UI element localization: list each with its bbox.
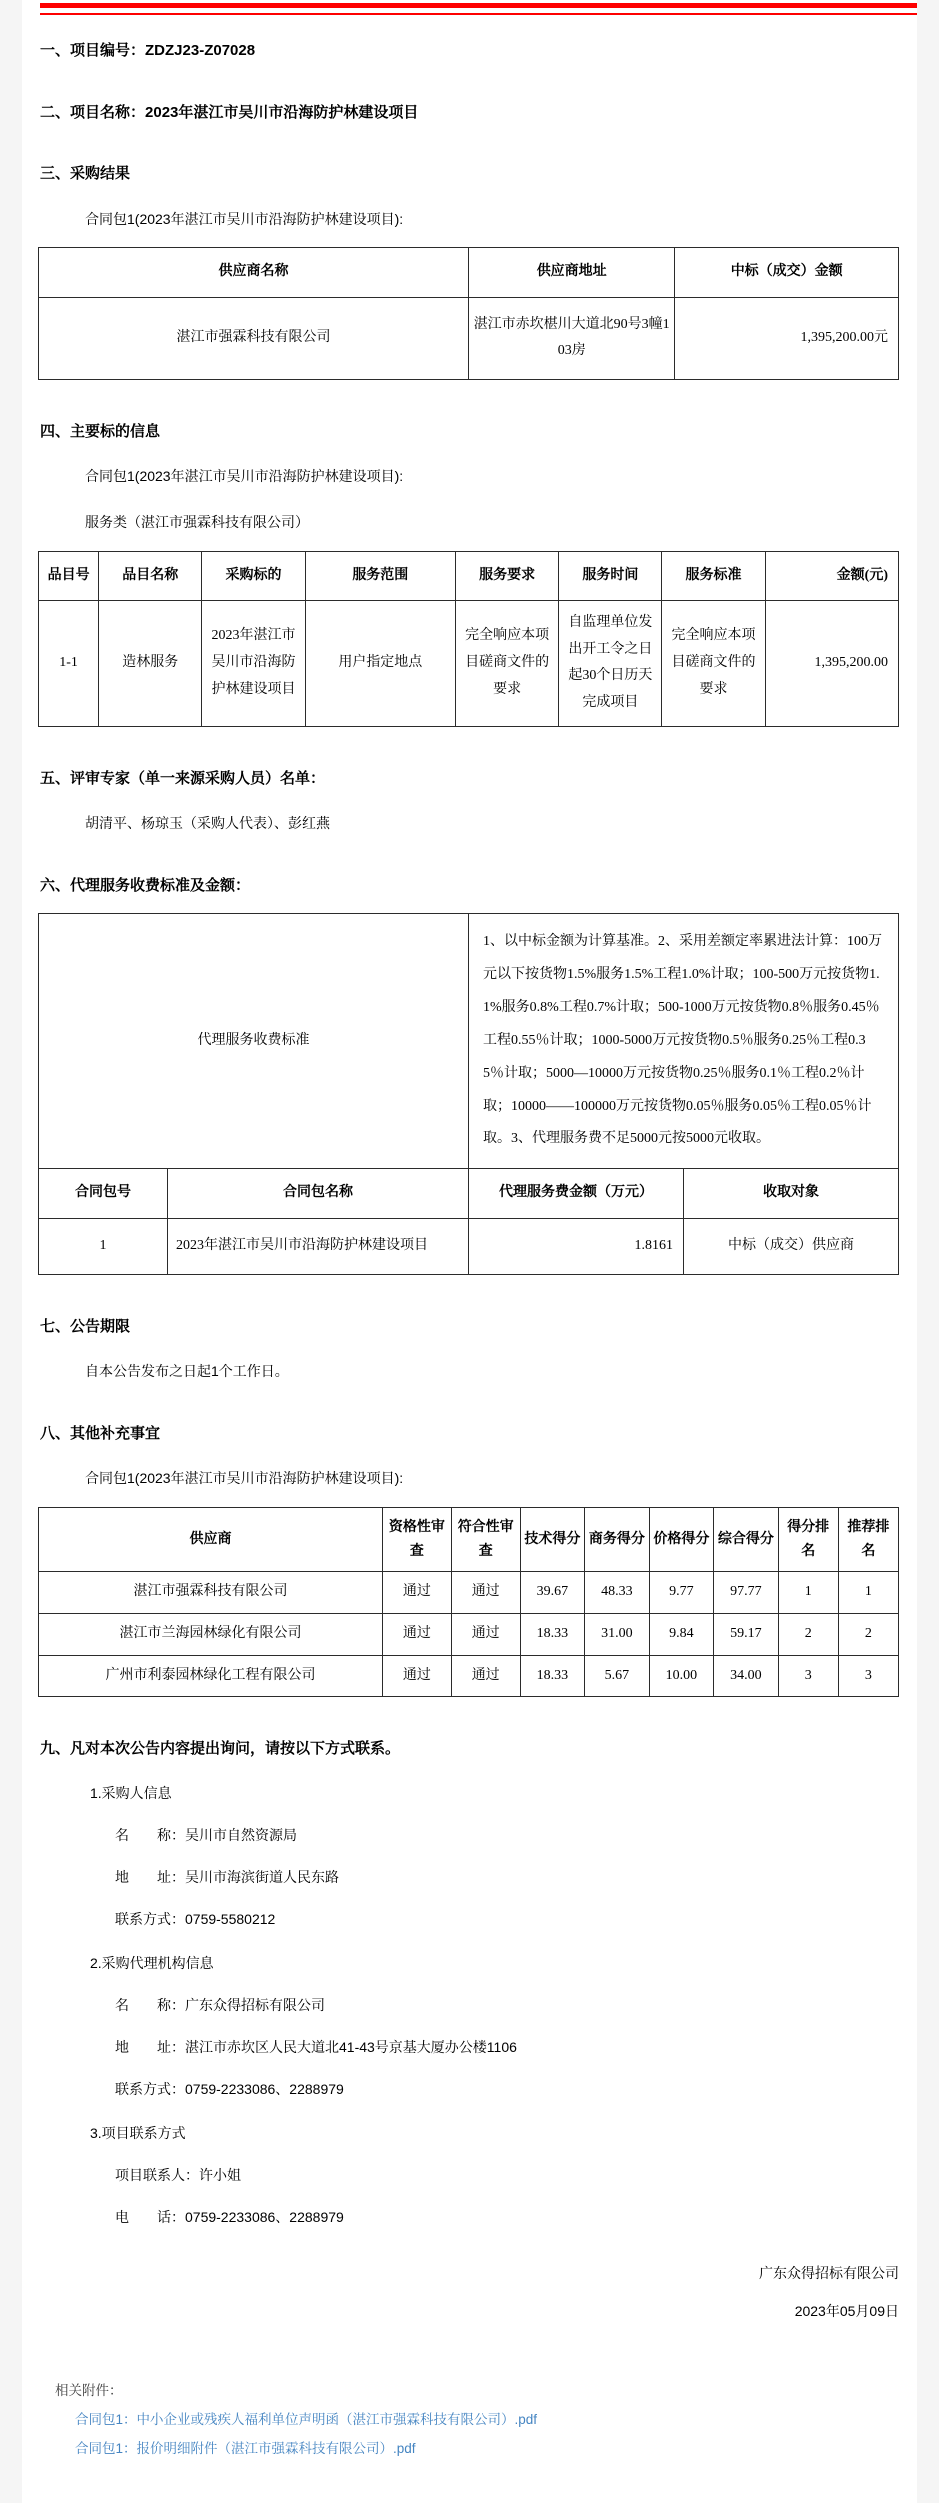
col-header-package-no: 合同包号 <box>39 1169 168 1219</box>
item-name-cell: 造林服务 <box>99 601 202 726</box>
recommend-rank-cell: 2 <box>838 1613 898 1655</box>
section-7-heading: 七、公告期限 <box>40 1317 131 1335</box>
section-6-heading: 六、代理服务收费标准及金额： <box>40 876 251 894</box>
technical-score-cell: 18.33 <box>520 1655 585 1697</box>
total-score-cell: 34.00 <box>714 1655 779 1697</box>
total-score-cell: 97.77 <box>714 1572 779 1614</box>
agency-name-line: 名 称：广东众得招标有限公司 <box>115 1996 325 2013</box>
expert-names: 胡清平、杨琼玉（采购人代表）、彭红燕 <box>85 815 330 832</box>
qualification-cell: 通过 <box>383 1613 452 1655</box>
section-4-category-line: 服务类（湛江市强霖科技有限公司） <box>85 513 309 530</box>
purchaser-info-heading: 1.采购人信息 <box>90 1784 172 1801</box>
business-score-cell: 5.67 <box>585 1655 650 1697</box>
attachments-label: 相关附件： <box>55 2382 123 2398</box>
score-rank-cell: 1 <box>778 1572 838 1614</box>
package-name-cell: 2023年湛江市吴川市沿海防护林建设项目 <box>168 1218 469 1274</box>
project-number-label: 一、项目编号： <box>40 42 146 59</box>
fee-amount-cell: 1.8161 <box>469 1218 684 1274</box>
col-header-supplier-name: 供应商名称 <box>39 248 469 298</box>
section-2-heading <box>40 103 899 123</box>
col-header-fee-amount: 代理服务费金额（万元） <box>469 1169 684 1219</box>
supplier-address-cell: 湛江市赤坎椹川大道北90号3幢103房 <box>469 297 675 379</box>
col-header-subject: 采购标的 <box>202 551 305 601</box>
signature-date: 2023年05月09日 <box>794 2302 899 2319</box>
attachment-link[interactable]: 合同包1：报价明细附件（湛江市强霖科技有限公司）.pdf <box>75 2440 416 2456</box>
section-8-package-line: 合同包1(2023年湛江市吴川市沿海防护林建设项目): <box>85 1470 404 1487</box>
signature-org: 广东众得招标有限公司 <box>759 2264 899 2281</box>
procurement-result-table <box>38 247 899 380</box>
attachment-link[interactable]: 合同包1：中小企业或残疾人福利单位声明函（湛江市强霖科技有限公司）.pdf <box>75 2411 538 2427</box>
supplier-cell: 湛江市强霖科技有限公司 <box>39 1572 383 1614</box>
col-header-technical-score: 技术得分 <box>520 1507 585 1572</box>
section-3-heading: 三、采购结果 <box>40 165 131 182</box>
score-rank-cell: 3 <box>778 1655 838 1697</box>
section-1-heading <box>40 41 899 61</box>
announcement-page <box>22 0 917 2503</box>
supplier-score-table <box>38 1507 899 1697</box>
col-header-service-time: 服务时间 <box>559 551 662 601</box>
business-score-cell: 31.00 <box>585 1613 650 1655</box>
agency-address-line: 地 址：湛江市赤坎区人民大道北41-43号京基大厦办公楼1106 <box>115 2038 517 2055</box>
amount-cell: 1,395,200.00 <box>765 601 898 726</box>
red-bar-thin <box>40 13 917 15</box>
attachments-block <box>55 2379 899 2457</box>
table-row <box>39 1572 899 1614</box>
col-header-score-rank: 得分排名 <box>778 1507 838 1572</box>
section-4-package-line: 合同包1(2023年湛江市吴川市沿海防护林建设项目): <box>85 468 404 485</box>
service-time-cell: 自监理单位发出开工令之日起30个日历天完成项目 <box>559 601 662 726</box>
service-scope-cell: 用户指定地点 <box>305 601 456 726</box>
supplier-name-cell: 湛江市强霖科技有限公司 <box>39 297 469 379</box>
recommend-rank-cell: 1 <box>838 1572 898 1614</box>
business-score-cell: 48.33 <box>585 1572 650 1614</box>
service-require-cell: 完全响应本项目磋商文件的要求 <box>456 601 559 726</box>
col-header-supplier-address: 供应商地址 <box>469 248 675 298</box>
qualification-cell: 通过 <box>383 1572 452 1614</box>
table-header-row <box>39 1169 899 1219</box>
col-header-business-score: 商务得分 <box>585 1507 650 1572</box>
item-no-cell: 1-1 <box>39 601 99 726</box>
col-header-service-standard: 服务标准 <box>662 551 765 601</box>
service-standard-cell: 完全响应本项目磋商文件的要求 <box>662 601 765 726</box>
announcement-period-text: 自本公告发布之日起1个工作日。 <box>85 1363 289 1380</box>
col-header-fee-payer: 收取对象 <box>684 1169 899 1219</box>
qualification-cell: 通过 <box>383 1655 452 1697</box>
fee-standard-label-cell: 代理服务收费标准 <box>39 914 469 1169</box>
subject-cell: 2023年湛江市吴川市沿海防护林建设项目 <box>202 601 305 726</box>
price-score-cell: 9.77 <box>649 1572 714 1614</box>
fee-standard-text-cell: 1、以中标金额为计算基准。2、采用差额定率累进法计算：100万元以下按货物1.5%服务1.5%工程1.0%计取；100-500万元按货物1.1%服务0.8%工程0.7%计取；500-1000万元按货物0.8％服务0.45％工程0.55％计取；1000-5000万元按货物0.5％服务0.25％工程0.35％计取；5000—10000万元按货物0.25％服务0.1％工程0.2％计取；10000——100000万元按货物0.05％服务0.05％工程0.05％计取。3、代理服务费不足5000元按5000元收取。 <box>469 914 899 1169</box>
project-contact-phone-line: 电 话：0759-2233086、2288979 <box>115 2208 344 2225</box>
table-header-row <box>39 551 899 601</box>
section-9-heading: 九、凡对本次公告内容提出询问，请按以下方式联系。 <box>40 1740 401 1758</box>
table-header-row <box>39 248 899 298</box>
conformity-cell: 通过 <box>451 1613 520 1655</box>
award-amount-cell: 1,395,200.00元 <box>675 297 899 379</box>
section-4-heading: 四、主要标的信息 <box>40 422 161 440</box>
section-8-heading: 八、其他补充事宜 <box>40 1424 161 1442</box>
col-header-total-score: 综合得分 <box>714 1507 779 1572</box>
col-header-item-name: 品目名称 <box>99 551 202 601</box>
col-header-price-score: 价格得分 <box>649 1507 714 1572</box>
purchaser-address-line: 地 址：吴川市海滨街道人民东路 <box>115 1868 339 1885</box>
section-3-package-line: 合同包1(2023年湛江市吴川市沿海防护林建设项目): <box>85 210 404 227</box>
total-score-cell: 59.17 <box>714 1613 779 1655</box>
table-row <box>39 1218 899 1274</box>
table-row <box>39 1655 899 1697</box>
table-header-row <box>39 1507 899 1572</box>
section-5-heading: 五、评审专家（单一来源采购人员）名单： <box>40 769 326 787</box>
project-number-value: ZDZJ23-Z07028 <box>145 42 256 59</box>
col-header-conformity-review: 符合性审查 <box>451 1507 520 1572</box>
table-row <box>39 601 899 726</box>
conformity-cell: 通过 <box>451 1572 520 1614</box>
price-score-cell: 9.84 <box>649 1613 714 1655</box>
supplier-cell: 湛江市兰海园林绿化有限公司 <box>39 1613 383 1655</box>
score-rank-cell: 2 <box>778 1613 838 1655</box>
col-header-service-require: 服务要求 <box>456 551 559 601</box>
technical-score-cell: 18.33 <box>520 1613 585 1655</box>
fee-payer-cell: 中标（成交）供应商 <box>684 1218 899 1274</box>
price-score-cell: 10.00 <box>649 1655 714 1697</box>
table-row <box>39 297 899 379</box>
col-header-recommend-rank: 推荐排名 <box>838 1507 898 1572</box>
technical-score-cell: 39.67 <box>520 1572 585 1614</box>
fee-standard-row <box>39 914 899 1169</box>
agency-contact-line: 联系方式：0759-2233086、2288979 <box>115 2080 344 2097</box>
agency-fee-table <box>38 913 899 1274</box>
table-row <box>39 1613 899 1655</box>
agency-info-heading: 2.采购代理机构信息 <box>90 1954 214 1971</box>
col-header-item-no: 品目号 <box>39 551 99 601</box>
col-header-package-name: 合同包名称 <box>168 1169 469 1219</box>
col-header-amount: 金额(元) <box>765 551 898 601</box>
header-rules <box>22 0 917 15</box>
project-name-label: 二、项目名称： <box>40 103 146 121</box>
col-header-award-amount: 中标（成交）金额 <box>675 248 899 298</box>
package-no-cell: 1 <box>39 1218 168 1274</box>
red-bar-thick <box>40 3 917 8</box>
conformity-cell: 通过 <box>451 1655 520 1697</box>
project-contact-person-line: 项目联系人：许小姐 <box>115 2166 241 2183</box>
supplier-cell: 广州市利泰园林绿化工程有限公司 <box>39 1655 383 1697</box>
col-header-qualification-review: 资格性审查 <box>383 1507 452 1572</box>
project-contact-heading: 3.项目联系方式 <box>90 2124 186 2141</box>
col-header-service-scope: 服务范围 <box>305 551 456 601</box>
col-header-supplier: 供应商 <box>39 1507 383 1572</box>
purchaser-name-line: 名 称：吴川市自然资源局 <box>115 1826 297 1843</box>
project-name-value: 2023年湛江市吴川市沿海防护林建设项目 <box>145 103 419 121</box>
purchaser-contact-line: 联系方式：0759-5580212 <box>115 1910 276 1927</box>
main-subject-table <box>38 551 899 727</box>
recommend-rank-cell: 3 <box>838 1655 898 1697</box>
